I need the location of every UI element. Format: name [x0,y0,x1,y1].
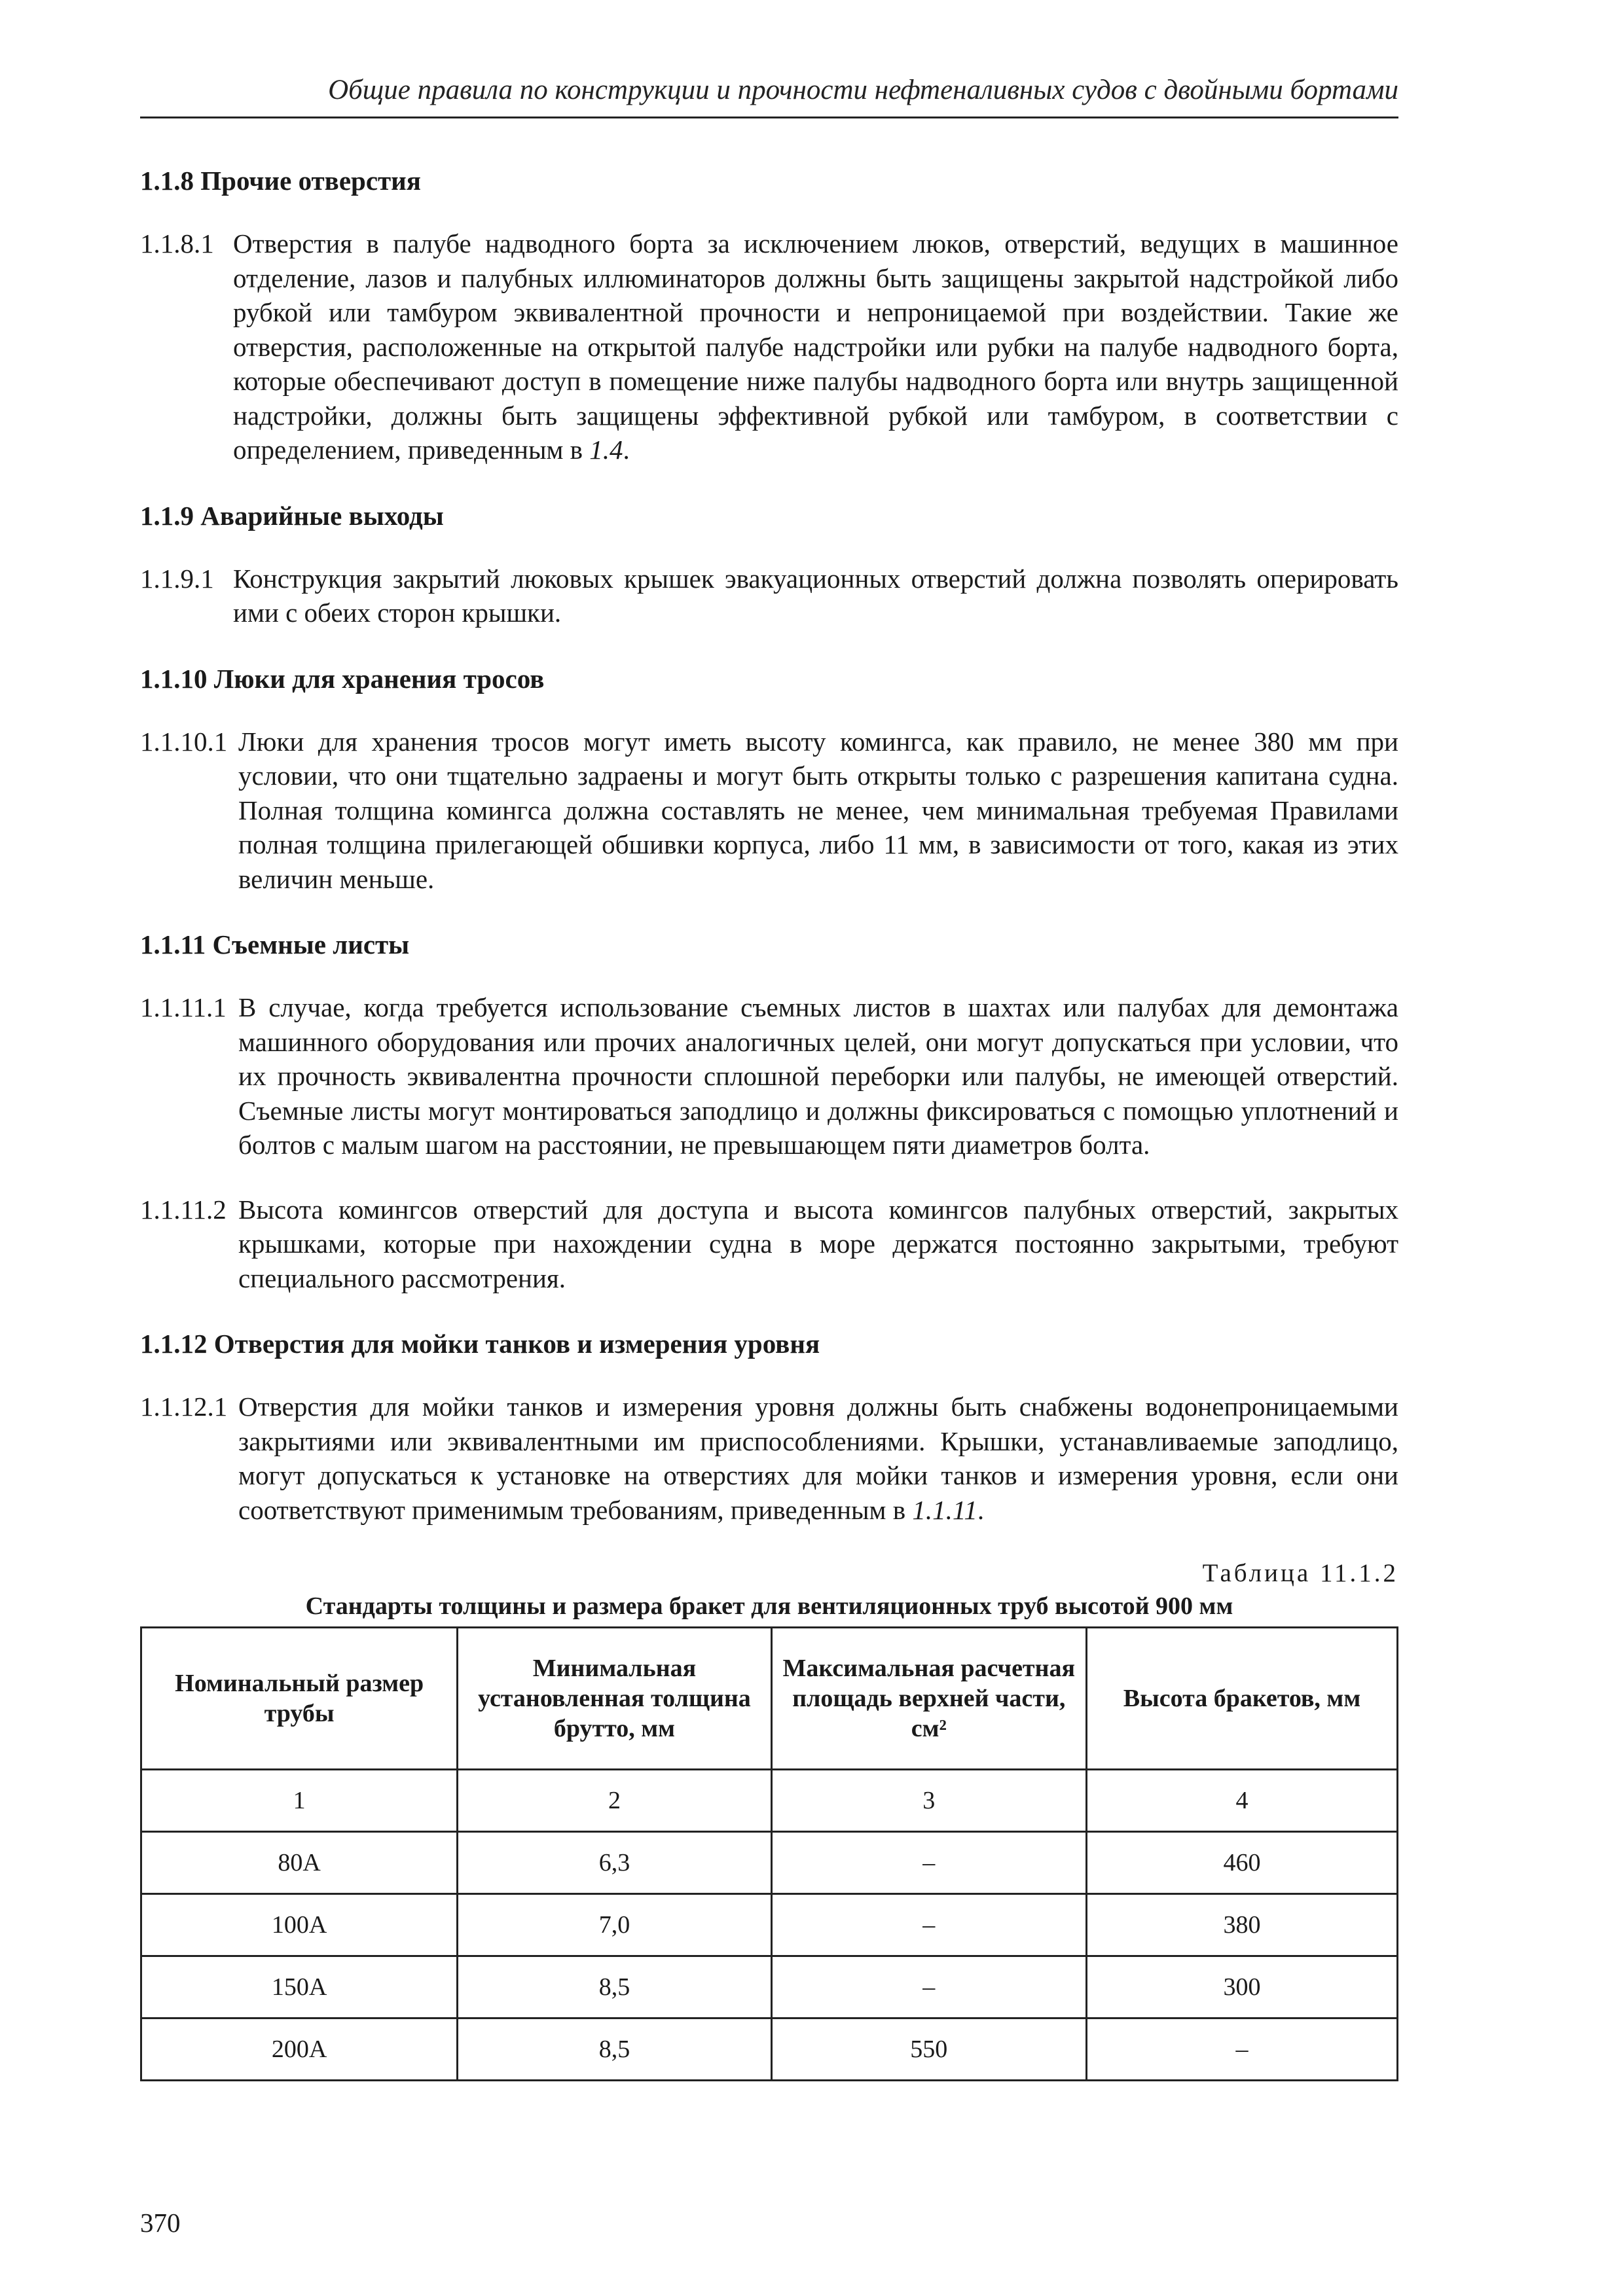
table-cell: 150A [141,1956,458,2018]
paragraph-1-1-11-1 [140,990,1398,1162]
table-cell: 3 [771,1770,1086,1832]
table-row [141,2018,1398,2081]
data-table [140,1626,1398,2081]
paragraph-1-1-12-1 [140,1390,1398,1527]
section-title-1-1-10: 1.1.10 Люки для хранения тросов [140,663,545,694]
paragraph-1-1-10-1 [140,725,1398,897]
paragraph-number: 1.1.10.1 [140,726,228,757]
paragraph-1-1-9-1 [140,562,1398,630]
table-cell: 2 [458,1770,771,1832]
table-cell: – [771,1956,1086,2018]
paragraph-text: В случае, когда требуется использование съемных листов в шахтах или палубах для демонтажа машинного оборудования или прочих аналогичных целей, они могут допускаться при условии, что их прочность эквивалентна прочности сплошной переборки или палубы, не имеющей отверстий. Съемные листы могут монтироваться заподлицо и должны фиксироваться с помощью уплотнений и болтов с малым шагом на расстоянии, не превышающем пяти диаметров болта. [238,992,1398,1160]
paragraph-1-1-8-1 [140,226,1398,467]
paragraph-text: Отверстия для мойки танков и измерения уровня должны быть снабжены водонепроницаемыми закрытиями или эквивалентными им приспособлениями. Крышки, устанавливаемые заподлицо, могут допускаться к установке на отверстиях для мойки танков и измерения уровня, если они соответствуют применимым требованиям, приведенным в [238,1391,1398,1525]
paragraph-tail: . [623,435,630,465]
table-cell: – [771,1832,1086,1894]
table-cell: 6,3 [458,1832,771,1894]
column-header: Высота бракетов, мм [1086,1628,1397,1770]
table-row [141,1956,1398,2018]
cross-reference-link[interactable]: 1.4 [589,435,623,465]
page-number: 370 [140,2208,181,2238]
paragraph-text: Конструкция закрытий люковых крышек эвакуационных отверстий должна позволять оперировать ими с обеих сторон крышки. [233,563,1398,628]
table-title: Стандарты толщины и размера бракет для вентиляционных труб высотой 900 мм [305,1592,1233,1620]
table-cell: 460 [1086,1832,1397,1894]
table-row [141,1894,1398,1956]
section-title-1-1-8: 1.1.8 Прочие отверстия [140,166,421,196]
table-cell: 4 [1086,1770,1397,1832]
column-header: Номинальный размер трубы [141,1628,458,1770]
header-divider [140,117,1398,118]
table-cell: 380 [1086,1894,1397,1956]
paragraph-text: Люки для хранения тросов могут иметь высоту комингса, как правило, не менее 380 мм при условии, что они тщательно задраены и могут быть открыты только с разрешения капитана судна. Полная толщина комингса должна составлять не менее, чем минимальная требуемая Правилами полная толщина прилегающей обшивки корпуса, либо 11 мм, в зависимости от того, какая из этих величин меньше. [238,726,1398,894]
paragraph-number: 1.1.9.1 [140,563,214,594]
paragraph-text: Высота комингсов отверстий для доступа и высота комингсов палубных отверстий, закрытых крышками, которые при нахождении судна в море держатся постоянно закрытыми, требуют специального рассмотрения. [238,1194,1398,1293]
column-number-row [141,1770,1398,1832]
paragraph-number: 1.1.8.1 [140,228,214,259]
table-cell: 200A [141,2018,458,2081]
section-title-1-1-12: 1.1.12 Отверстия для мойки танков и измерения уровня [140,1329,820,1359]
table-row [141,1832,1398,1894]
table-cell: 7,0 [458,1894,771,1956]
table-cell: 8,5 [458,1956,771,2018]
table-cell: – [1086,2018,1397,2081]
column-header: Максимальная расчетная площадь верхней части, см² [771,1628,1086,1770]
table-caption: Таблица 11.1.2 [1202,1559,1398,1587]
table-cell: 1 [141,1770,458,1832]
paragraph-text: Отверстия в палубе надводного борта за исключением люков, отверстий, ведущих в машинное отделение, лазов и палубных иллюминаторов должны быть защищены закрытой надстройкой либо рубкой или тамбуром эквивалентной прочности и непроницаемой при воздействии. Такие же отверстия, расположенные на открытой палубе надстройки или рубки на палубе надводного борта, которые обеспечивают доступ в помещение ниже палубы надводного борта или внутрь защищенной надстройки, должны быть защищены эффективной рубкой или тамбуром, в соответствии с определением, приведенным в [233,228,1398,465]
column-header: Минимальная установленная толщина брутто, мм [458,1628,771,1770]
paragraph-number: 1.1.12.1 [140,1391,228,1422]
table-cell: 80A [141,1832,458,1894]
running-header: Общие правила по конструкции и прочности нефтеналивных судов с двойными бортами [328,75,1398,105]
table-cell: 550 [771,2018,1086,2081]
table-cell: 8,5 [458,2018,771,2081]
paragraph-number: 1.1.11.1 [140,992,227,1022]
table-header-row [141,1628,1398,1770]
table-cell: 300 [1086,1956,1397,2018]
section-title-1-1-9: 1.1.9 Аварийные выходы [140,500,444,531]
cross-reference-link[interactable]: 1.1.11 [912,1494,977,1525]
section-title-1-1-11: 1.1.11 Съемные листы [140,929,410,960]
paragraph-1-1-11-2 [140,1193,1398,1296]
table-cell: – [771,1894,1086,1956]
paragraph-tail: . [977,1494,985,1525]
table-cell: 100A [141,1894,458,1956]
page-body [140,162,1398,2081]
paragraph-number: 1.1.11.2 [140,1194,227,1225]
